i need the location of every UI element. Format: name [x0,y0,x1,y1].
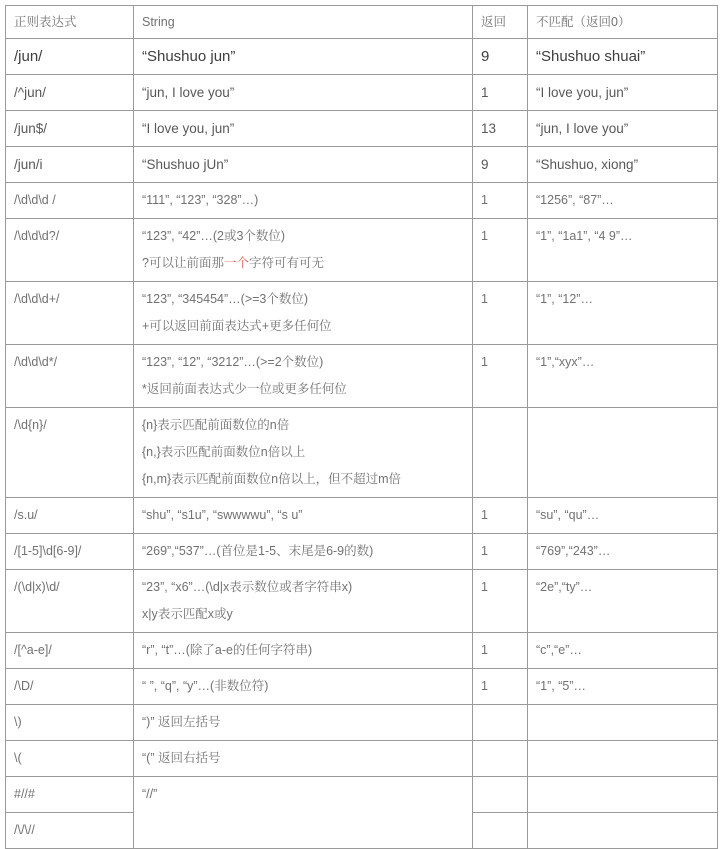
cell-regex: /\d\d\d / [6,183,134,219]
column-header-nomatch: 不匹配（返回0） [528,6,718,39]
cell-return: 9 [473,147,528,183]
table-row [6,777,718,813]
cell-string [134,39,473,75]
table-row [6,147,718,183]
cell-regex: /s.u/ [6,498,134,534]
cell-nomatch [528,705,718,741]
table-row [6,669,718,705]
table-row [6,741,718,777]
cell-regex: /\d\d\d?/ [6,219,134,282]
cell-string-line: +可以返回前面表达式+更多任何位 [142,319,332,333]
column-header-ret: 返回 [473,6,528,39]
cell-regex: /(\d|x)\d/ [6,570,134,633]
cell-nomatch [528,813,718,849]
cell-return [473,408,528,498]
cell-string-line: “23”, “x6”…(\d|x表示数位或者字符串x) [142,580,353,594]
cell-string [134,183,473,219]
table-row [6,39,718,75]
cell-string-line: “)” 返回左括号 [142,715,221,729]
cell-regex: /\d\d\d+/ [6,282,134,345]
table-row [6,219,718,282]
column-header-string: String [134,6,473,39]
cell-string [134,777,473,849]
table-row [6,705,718,741]
cell-string-line: “shu”, “s1u”, “swwwwu”, “s u” [142,508,303,522]
cell-string-line: *返回前面表达式少一位或更多任何位 [142,382,347,396]
cell-regex: \) [6,705,134,741]
cell-nomatch: “1256”, “87”… [528,183,718,219]
cell-string-line: “Shushuo jun” [142,48,236,65]
cell-string [134,219,473,282]
regex-reference-table [5,5,718,849]
cell-string-line: “111”, “123”, “328”…) [142,193,259,207]
cell-return: 1 [473,219,528,282]
cell-return: 1 [473,183,528,219]
cell-return: 1 [473,282,528,345]
cell-string [134,741,473,777]
cell-regex: /^jun/ [6,75,134,111]
cell-return [473,705,528,741]
cell-string [134,147,473,183]
table-row [6,345,718,408]
cell-nomatch: “Shushuo shuai” [528,39,718,75]
cell-regex: /\D/ [6,669,134,705]
table-row [6,75,718,111]
cell-return [473,777,528,813]
cell-nomatch: “I love you, jun” [528,75,718,111]
table-row [6,570,718,633]
cell-regex: /jun/i [6,147,134,183]
cell-regex: /\d\d\d*/ [6,345,134,408]
table-body [6,6,718,849]
cell-return: 13 [473,111,528,147]
cell-nomatch: “1”,“xyx”… [528,345,718,408]
cell-return: 1 [473,570,528,633]
cell-string-line: “123”, “345454”…(>=3个数位) [142,292,309,306]
table-row [6,183,718,219]
cell-nomatch: “1”, “12”… [528,282,718,345]
cell-string [134,282,473,345]
table-row [6,633,718,669]
cell-string [134,669,473,705]
cell-string-line: x|y表示匹配x或y [142,607,233,621]
cell-string [134,534,473,570]
cell-string [134,345,473,408]
cell-string-line: “jun, I love you” [142,85,235,100]
cell-string-line: “Shushuo jUn” [142,157,229,172]
cell-string-line: “269”,“537”…(首位是1-5、末尾是6-9的数) [142,544,374,558]
cell-nomatch [528,408,718,498]
cell-return: 1 [473,534,528,570]
cell-return: 1 [473,498,528,534]
cell-string-line: “ ”, “q”, “y”…(非数位符) [142,679,269,693]
cell-return: 1 [473,75,528,111]
cell-string-line: “123”, “42”…(2或3个数位) [142,229,286,243]
cell-nomatch: “2e”,“ty”… [528,570,718,633]
cell-regex: /jun$/ [6,111,134,147]
cell-return [473,741,528,777]
cell-regex: /[^a-e]/ [6,633,134,669]
cell-regex: /\/\// [6,813,134,849]
highlighted-text: 一个 [223,256,249,270]
cell-return: 9 [473,39,528,75]
cell-string-line: {n,}表示匹配前面数位n倍以上 [142,445,306,459]
cell-string-line: “(” 返回右括号 [142,751,221,765]
cell-regex: \( [6,741,134,777]
cell-string-line: “//” [142,787,158,801]
cell-string [134,633,473,669]
cell-string-line: ?可以让前面那一个字符可有可无 [142,256,324,270]
cell-nomatch: “su”, “qu”… [528,498,718,534]
cell-nomatch: “c”,“e”… [528,633,718,669]
table-header-row [6,6,718,39]
cell-return [473,813,528,849]
cell-return: 1 [473,669,528,705]
cell-string [134,408,473,498]
cell-return: 1 [473,345,528,408]
cell-regex: /jun/ [6,39,134,75]
table-row [6,498,718,534]
cell-nomatch: “769”,“243”… [528,534,718,570]
cell-regex: /\d{n}/ [6,408,134,498]
table-row [6,534,718,570]
cell-string [134,570,473,633]
cell-nomatch: “Shushuo, xiong” [528,147,718,183]
cell-nomatch: “jun, I love you” [528,111,718,147]
cell-nomatch: “1”, “5”… [528,669,718,705]
cell-string [134,75,473,111]
cell-nomatch: “1”, “1a1”, “4 9”… [528,219,718,282]
cell-string-line: {n,m}表示匹配前面数位n倍以上，但不超过m倍 [142,472,402,486]
table-row [6,282,718,345]
cell-string-line: “123”, “12”, “3212”…(>=2个数位) [142,355,324,369]
cell-nomatch [528,777,718,813]
cell-string-line: {n}表示匹配前面数位的n倍 [142,418,290,432]
cell-regex: #//# [6,777,134,813]
cell-nomatch [528,741,718,777]
cell-return: 1 [473,633,528,669]
cell-regex: /[1-5]\d[6-9]/ [6,534,134,570]
table-row [6,111,718,147]
cell-string-line: “r”, “t”…(除了a-e的任何字符串) [142,643,313,657]
table-row [6,408,718,498]
column-header-regex: 正则表达式 [6,6,134,39]
cell-string [134,111,473,147]
cell-string [134,705,473,741]
cell-string-line: “I love you, jun” [142,121,235,136]
cell-string [134,498,473,534]
